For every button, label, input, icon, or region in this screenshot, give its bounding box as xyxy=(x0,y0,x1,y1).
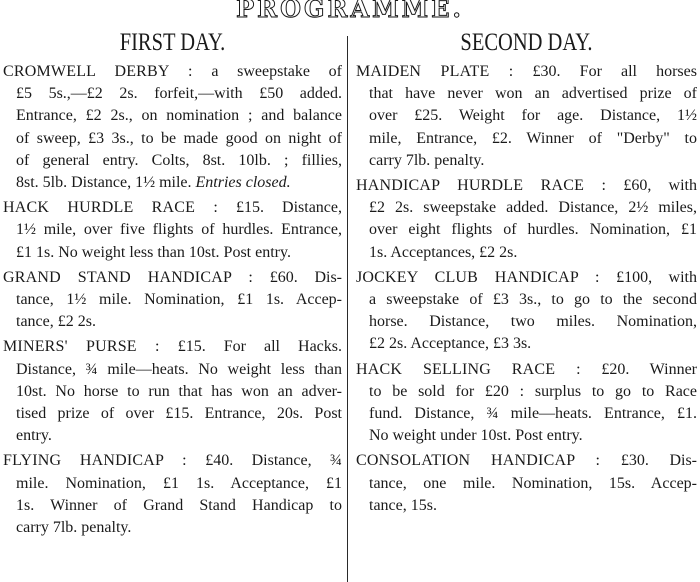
race-text-line xyxy=(356,450,697,472)
race-entry xyxy=(356,359,697,448)
page-title: PROGRAMME. xyxy=(236,0,464,23)
race-text-line xyxy=(3,172,342,194)
race-text-line xyxy=(356,311,697,333)
race-name: CROMWELL DERBY : xyxy=(3,63,193,80)
race-text: tance, £2 2s. xyxy=(16,313,96,331)
race-text-line xyxy=(356,105,697,127)
race-text: tance, 15s. xyxy=(369,496,437,514)
race-text-line xyxy=(356,333,697,355)
race-text-line xyxy=(3,517,342,539)
column-divider xyxy=(347,36,348,582)
race-text-line xyxy=(3,381,342,403)
race-text: horse. Distance, two miles. Nomination, xyxy=(369,313,697,331)
race-entry xyxy=(356,450,697,517)
race-text-line xyxy=(3,359,342,381)
race-text-line xyxy=(356,150,697,172)
race-name: HACK HURDLE RACE : xyxy=(3,199,218,217)
race-text: £15. Distance, xyxy=(217,199,342,217)
race-text-line xyxy=(356,219,697,241)
race-text: £20. Winner xyxy=(580,360,697,378)
race-text: 8st. 5lb. Distance, 1½ mile. xyxy=(16,174,192,192)
race-text: 10st. No horse to run that has won an adver- xyxy=(16,382,342,400)
race-text: carry 7lb. penalty. xyxy=(369,151,485,169)
race-entry xyxy=(3,267,342,334)
first-day-heading: FIRST DAY. xyxy=(119,29,226,56)
race-text-line xyxy=(3,83,342,105)
race-text-line xyxy=(3,150,342,172)
race-text: that have never won an advertised prize of xyxy=(369,85,697,103)
race-entry xyxy=(3,336,342,447)
race-text-line xyxy=(3,425,342,447)
race-text: over £25. Weight for age. Distance, 1½ xyxy=(369,107,697,125)
race-text-line xyxy=(356,175,697,197)
race-text: £40. Distance, ¾ xyxy=(186,452,342,470)
race-text: to be sold for £20 : surplus to go to Race xyxy=(369,382,697,400)
race-text: £5 5s.,—£2 2s. forfeit,—with £50 added. xyxy=(16,85,342,103)
race-text-line xyxy=(356,403,697,425)
race-name: FLYING HANDICAP : xyxy=(3,452,187,470)
race-text-line xyxy=(356,83,697,105)
race-text: a sweepstake of xyxy=(192,63,342,80)
race-name: HACK SELLING RACE : xyxy=(356,360,581,378)
second-day-column xyxy=(356,28,697,520)
race-text: £100, with xyxy=(599,268,697,286)
race-text-line xyxy=(356,197,697,219)
race-text-line xyxy=(3,289,342,311)
race-entry xyxy=(3,197,342,264)
race-text-line xyxy=(3,242,342,264)
race-text: over eight flights of hurdles. Nomination, £1 xyxy=(369,221,697,239)
race-text-line xyxy=(3,267,342,289)
race-name: HANDICAP HURDLE RACE : xyxy=(356,177,607,195)
race-text-line xyxy=(3,336,342,358)
race-text: mile, Entrance, £2. Winner of "Derby" to xyxy=(369,129,697,147)
race-text: Entrance, £2 2s., on nomination ; and balance xyxy=(16,107,342,125)
race-text: £2 2s. sweepstake added. Distance, 2½ miles, xyxy=(369,199,697,217)
race-name: MAIDEN PLATE : xyxy=(356,63,514,80)
race-text-line xyxy=(356,128,697,150)
race-text: £2 2s. Acceptance, £3 3s. xyxy=(369,335,532,353)
race-text-line xyxy=(356,495,697,517)
race-text: mile. Nomination, £1 1s. Acceptance, £1 xyxy=(16,474,342,492)
race-text-line xyxy=(356,381,697,403)
race-text: 1½ mile, over five flights of hurdles. Entrance, xyxy=(16,221,342,239)
race-text: £60, with xyxy=(606,177,697,195)
race-text: £1 1s. No weight less than 10st. Post entry. xyxy=(16,243,291,261)
race-text: £60. Dis- xyxy=(253,268,342,286)
first-day-column xyxy=(3,28,342,542)
race-text-line xyxy=(3,197,342,219)
race-text-line xyxy=(3,495,342,517)
race-entry xyxy=(356,175,697,264)
race-text-line xyxy=(3,219,342,241)
race-text: of general entry. Colts, 8st. 10lb. ; fillies, xyxy=(16,151,342,169)
race-text-line xyxy=(356,242,697,264)
race-text: tance, 1½ mile. Nomination, £1 1s. Accep- xyxy=(16,291,342,309)
race-text-line xyxy=(3,105,342,127)
second-day-heading: SECOND DAY. xyxy=(460,29,593,56)
race-text-line xyxy=(356,473,697,495)
race-text: tance, one mile. Nomination, 15s. Accep- xyxy=(369,474,697,492)
race-text: tised prize of over £15. Entrance, 20s. Post xyxy=(16,405,342,423)
race-name: JOCKEY CLUB HANDICAP : xyxy=(356,268,600,286)
race-text: 1s. Winner of Grand Stand Handicap to xyxy=(16,496,342,514)
race-text: carry 7lb. penalty. xyxy=(16,519,132,537)
race-text-line xyxy=(356,61,697,83)
race-name: CONSOLATION HANDICAP : xyxy=(356,452,601,470)
race-text: a sweepstake of £3 3s., to go to the second xyxy=(369,291,697,309)
race-text: entry. xyxy=(16,427,52,445)
race-text-line xyxy=(3,61,342,83)
race-text-line xyxy=(356,289,697,311)
race-text-line xyxy=(3,128,342,150)
race-entry xyxy=(3,450,342,539)
race-entry xyxy=(3,61,342,194)
race-text: No weight under 10st. Post entry. xyxy=(369,427,583,445)
second-day-race-list xyxy=(356,61,697,517)
race-text-line xyxy=(3,403,342,425)
race-name: GRAND STAND HANDICAP : xyxy=(3,268,254,286)
race-text: of sweep, £3 3s., to be made good on night of xyxy=(16,129,342,147)
first-day-race-list xyxy=(3,61,342,539)
race-text: £30. Dis- xyxy=(600,452,697,470)
race-text: fund. Distance, ¾ mile—heats. Entrance, £1. xyxy=(369,405,697,423)
race-entry xyxy=(356,61,697,172)
race-name: MINERS' PURSE : xyxy=(3,338,160,356)
race-note: Entries closed. xyxy=(191,174,291,192)
race-text: Distance, ¾ mile—heats. No weight less than xyxy=(16,360,342,378)
race-text: 1s. Acceptances, £2 2s. xyxy=(369,243,518,261)
race-text-line xyxy=(3,311,342,333)
race-text: £30. For all horses xyxy=(513,63,697,80)
race-text-line xyxy=(356,425,697,447)
race-entry xyxy=(356,267,697,356)
race-text-line xyxy=(3,473,342,495)
race-text: £15. For all Hacks. xyxy=(159,338,342,356)
race-text-line xyxy=(3,450,342,472)
race-text-line xyxy=(356,267,697,289)
race-text-line xyxy=(356,359,697,381)
